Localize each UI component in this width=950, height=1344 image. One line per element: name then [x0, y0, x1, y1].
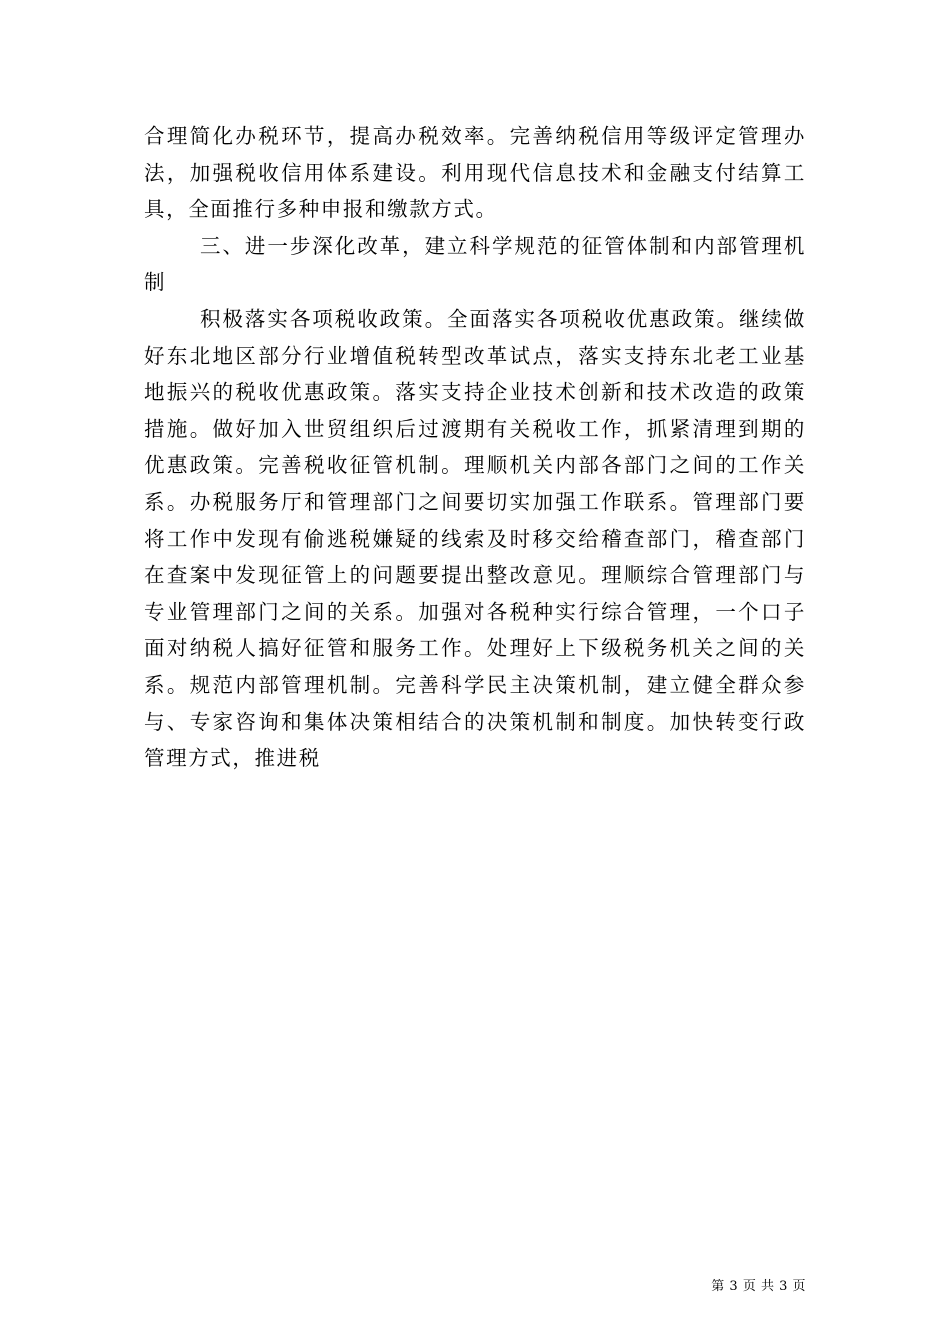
paragraph-1: 合理简化办税环节，提高办税效率。完善纳税信用等级评定管理办法，加强税收信用体系建设。利用现代信息技术和金融支付结算工具，全面推行多种申报和缴款方式。 — [144, 124, 806, 222]
page-number-footer: 第 3 页 共 3 页 — [711, 1279, 806, 1294]
section-heading-3: 三、进一步深化改革，建立科学规范的征管体制和内部管理机制 — [144, 233, 806, 295]
document-body — [144, 118, 806, 777]
paragraph-2: 积极落实各项税收政策。全面落实各项税收优惠政策。继续做好东北地区部分行业增值税转型改革试点，落实支持东北老工业基地振兴的税收优惠政策。落实支持企业技术创新和技术改造的政策措施。做好加入世贸组织后过渡期有关税收工作，抓紧清理到期的优惠政策。完善税收征管机制。理顺机关内部各部门之间的工作关系。办税服务厅和管理部门之间要切实加强工作联系。管理部门要将工作中发现有偷逃税嫌疑的线索及时移交给稽查部门，稽查部门在查案中发现征管上的问题要提出整改意见。理顺综合管理部门与专业管理部门之间的关系。加强对各税种实行综合管理，一个口子面对纳税人搞好征管和服务工作。处理好上下级税务机关之间的关系。规范内部管理机制。完善科学民主决策机制，建立健全群众参与、专家咨询和集体决策相结合的决策机制和制度。加快转变行政管理方式，推进税 — [144, 306, 806, 771]
